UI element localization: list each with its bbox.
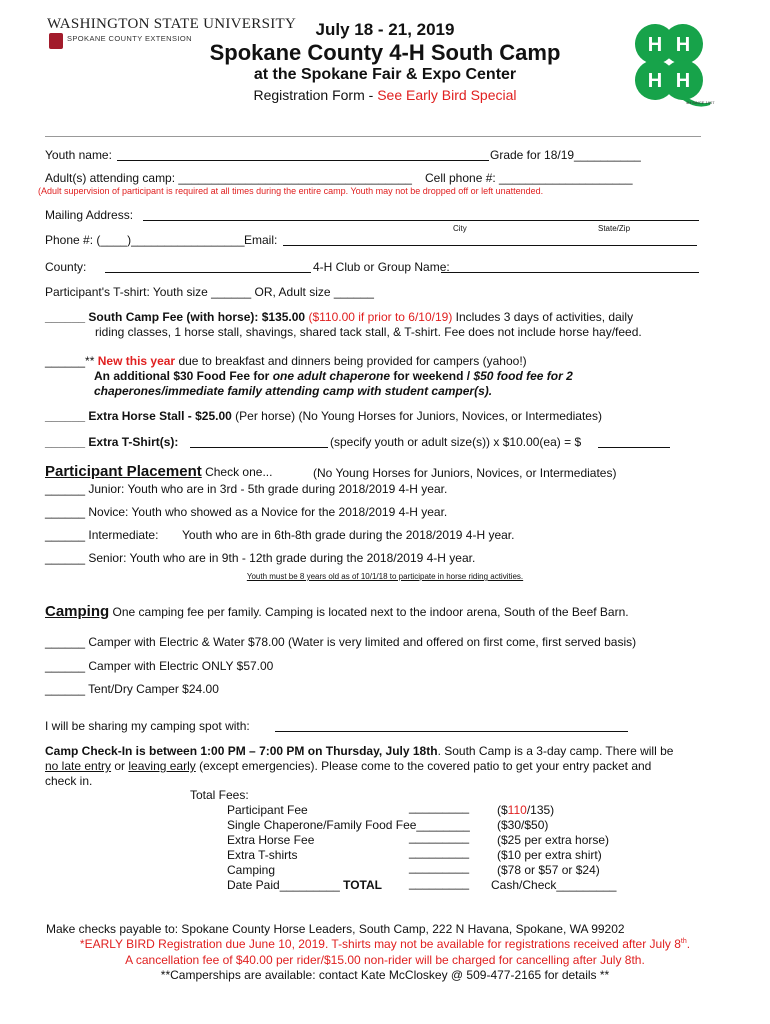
camping-electric-water[interactable]: ______ Camper with Electric & Water $78.00 (Water is very limited and offered on first come, first served basis) xyxy=(45,635,637,649)
placement-intermediate[interactable]: ______ Intermediate: xyxy=(45,528,159,542)
extra-shirt-label: Extra T-Shirt(s): xyxy=(88,435,179,449)
total-row-label: Single Chaperone/Family Food Fee________ xyxy=(227,818,470,832)
clover-letter: H xyxy=(675,70,691,92)
checkin-line-1 xyxy=(45,744,673,758)
price-food: ($30/$50) xyxy=(497,818,549,832)
org-name: WASHINGTON STATE UNIVERSITY xyxy=(47,16,297,32)
food-line2-b: one adult chaperone xyxy=(272,369,391,383)
event-dates: July 18 - 21, 2019 xyxy=(315,20,455,39)
leaving-early: leaving early xyxy=(128,759,196,773)
camping-fee-input[interactable]: _________ xyxy=(409,860,470,874)
total-input[interactable]: _________ xyxy=(409,876,470,890)
camping-electric-only[interactable]: ______ Camper with Electric ONLY $57.00 xyxy=(45,659,274,673)
food-line2-c: for weekend / xyxy=(393,369,471,383)
food-fee-line-3: chaperones/immediate family attending camp with student camper(s). xyxy=(94,384,493,398)
price-part-a: ($ xyxy=(497,803,508,817)
cell-phone-field[interactable]: Cell phone #: ____________________ xyxy=(425,171,633,185)
county-label: County: xyxy=(45,260,87,274)
extra-shirt-desc: (specify youth or adult size(s)) x $10.00(ea) = $ xyxy=(330,435,582,449)
checkin-line-2 xyxy=(45,759,651,773)
date-paid-field[interactable]: Date Paid_________ xyxy=(227,878,340,892)
extra-shirt-blank[interactable]: ______ xyxy=(45,435,86,449)
sharing-input[interactable] xyxy=(275,731,628,732)
early-bird-link: See Early Bird Special xyxy=(377,87,517,103)
county-input[interactable] xyxy=(105,272,311,273)
camping-heading-line xyxy=(45,603,629,620)
price-horse: ($25 per extra horse) xyxy=(497,833,610,847)
placement-check: Check one... xyxy=(205,465,273,479)
camping-heading: Camping xyxy=(45,603,110,620)
price-shirt: ($10 per extra shirt) xyxy=(497,848,602,862)
org-subname: SPOKANE COUNTY EXTENSION xyxy=(67,34,192,43)
camp-fee-blank[interactable]: ______ xyxy=(45,310,86,324)
price-part-c: /135) xyxy=(526,803,555,817)
price-participant xyxy=(497,803,554,817)
total-row-label: Camping xyxy=(227,863,276,877)
youth-name-label: Youth name: xyxy=(45,148,112,162)
extra-stall-desc: (Per horse) (No Young Horses for Juniors, Novices, or Intermediates) xyxy=(235,409,602,423)
food-new-label: New this year xyxy=(97,354,176,368)
early-bird-note xyxy=(0,937,770,951)
extra-stall-line xyxy=(45,409,602,423)
page-title: Spokane County 4-H South Camp xyxy=(209,40,561,65)
email-label: Email: xyxy=(244,233,278,247)
clover-note: 4H SINCE 1907 xyxy=(686,100,715,105)
checks-payable: Make checks payable to: Spokane County Horse Leaders, South Camp, 222 N Havana, Spokane, WA 99202 xyxy=(46,922,625,936)
placement-heading: Participant Placement xyxy=(45,463,202,480)
club-input[interactable] xyxy=(441,272,699,273)
early-bird-end: . xyxy=(686,937,691,951)
total-fees-heading: Total Fees: xyxy=(190,788,249,802)
clover-letter: H xyxy=(675,34,691,56)
adults-field[interactable]: Adult(s) attending camp: ___________________________________ xyxy=(45,171,412,185)
state-zip-label: State/Zip xyxy=(598,224,631,233)
food-fee-line-2 xyxy=(94,369,573,383)
total-row-label: Participant Fee xyxy=(227,803,308,817)
camping-desc: One camping fee per family. Camping is located next to the indoor arena, South of the Beef Barn. xyxy=(112,605,629,619)
cancellation-note: A cancellation fee of $40.00 per rider/$15.00 non-rider will be charged for cancelling after July 8th. xyxy=(125,953,645,967)
placement-note: (No Young Horses for Juniors, Novices, or Intermediates) xyxy=(313,466,617,480)
placement-intermediate-desc: Youth who are in 6th-8th grade during the 2018/2019 4-H year. xyxy=(182,528,515,542)
camp-fee-desc: Includes 3 days of activities, daily xyxy=(455,310,634,324)
extra-shirt-size-input[interactable] xyxy=(190,447,328,448)
placement-senior[interactable]: ______ Senior: Youth who are in 9th - 12th grade during the 2018/2019 4-H year. xyxy=(45,551,476,565)
four-h-clover-icon xyxy=(615,20,723,108)
supervision-note: (Adult supervision of participant is required at all times during the entire camp. Youth may not be dropped off or left unattended. xyxy=(38,186,544,196)
checkin-or: or xyxy=(111,759,129,773)
payment-method-field[interactable]: Cash/Check_________ xyxy=(491,878,617,892)
checkin-rest: . South Camp is a 3-day camp. There will be xyxy=(437,744,674,758)
email-input[interactable] xyxy=(283,245,697,246)
checkin-rest-2: (except emergencies). Please come to the covered patio to get your entry packet and xyxy=(195,759,652,773)
tshirt-fee-input[interactable]: _________ xyxy=(409,845,470,859)
checkin-line-3: check in. xyxy=(45,774,93,788)
checkin-bold: Camp Check-In is between 1:00 PM – 7:00 PM on Thursday, July 18th xyxy=(45,744,438,758)
grade-field[interactable]: Grade for 18/19__________ xyxy=(490,148,641,162)
camp-fee-label: South Camp Fee (with horse): $135.00 xyxy=(88,310,306,324)
no-late-entry: no late entry xyxy=(45,759,112,773)
placement-heading-line xyxy=(45,463,272,480)
sharing-label: I will be sharing my camping spot with: xyxy=(45,719,250,733)
camp-fee-line xyxy=(45,310,633,324)
total-label: TOTAL xyxy=(343,878,382,892)
youth-name-input[interactable] xyxy=(117,160,489,161)
extra-stall-label: Extra Horse Stall - $25.00 xyxy=(88,409,232,423)
camp-fee-desc-2: riding classes, 1 horse stall, shavings, shared tack stall, & T-shirt. Fee does not include horse hay/feed. xyxy=(95,325,642,339)
food-fee-blank[interactable]: ______** xyxy=(45,354,95,368)
phone-field[interactable]: Phone #: (____)_________________ xyxy=(45,233,245,247)
extra-shirt-line xyxy=(45,435,178,449)
club-label: 4-H Club or Group Name: xyxy=(313,260,450,274)
camperships-note: **Camperships are available: contact Kate McCloskey @ 509-477-2165 for details ** xyxy=(160,968,610,982)
mailing-input[interactable] xyxy=(143,220,699,221)
city-label: City xyxy=(453,224,467,233)
clover-letter: H xyxy=(647,34,663,56)
extra-shirt-amount-input[interactable] xyxy=(598,447,670,448)
food-line2-a: An additional $30 Food Fee for xyxy=(94,369,270,383)
total-row-label: Extra T-shirts xyxy=(227,848,298,862)
tshirt-size-field[interactable]: Participant's T-shirt: Youth size ______ OR, Adult size ______ xyxy=(45,285,374,299)
early-bird-sup: th xyxy=(680,938,687,945)
participant-fee-input[interactable]: _________ xyxy=(409,800,470,814)
mailing-label: Mailing Address: xyxy=(45,208,134,222)
age-note: Youth must be 8 years old as of 10/1/18 to participate in horse riding activities. xyxy=(246,572,524,581)
camp-fee-early: ($110.00 if prior to 6/10/19) xyxy=(308,310,453,324)
extra-stall-blank[interactable]: ______ xyxy=(45,409,86,423)
early-bird-text: *EARLY BIRD Registration due June 10, 2019. T-shirts may not be available for registrations received after July 8 xyxy=(79,937,681,951)
page-subtitle: at the Spokane Fair & Expo Center xyxy=(253,66,517,83)
price-camping: ($78 or $57 or $24) xyxy=(497,863,600,877)
total-row-label xyxy=(227,878,382,892)
price-part-early: 110 xyxy=(507,803,527,817)
camping-tent[interactable]: ______ Tent/Dry Camper $24.00 xyxy=(45,682,219,696)
form-label-text: Registration Form - xyxy=(253,87,378,103)
food-line2-d: $50 food fee for 2 xyxy=(473,369,573,383)
total-row-label: Extra Horse Fee xyxy=(227,833,315,847)
food-fee-line xyxy=(45,354,527,368)
placement-novice[interactable]: ______ Novice: Youth who showed as a Novice for the 2018/2019 4-H year. xyxy=(45,505,448,519)
horse-fee-input[interactable]: _________ xyxy=(409,830,470,844)
placement-junior[interactable]: ______ Junior: Youth who are in 3rd - 5th grade during 2018/2019 4-H year. xyxy=(45,482,448,496)
clover-letter: H xyxy=(647,70,663,92)
header-divider xyxy=(45,136,701,137)
food-desc: due to breakfast and dinners being provided for campers (yahoo!) xyxy=(178,354,527,368)
